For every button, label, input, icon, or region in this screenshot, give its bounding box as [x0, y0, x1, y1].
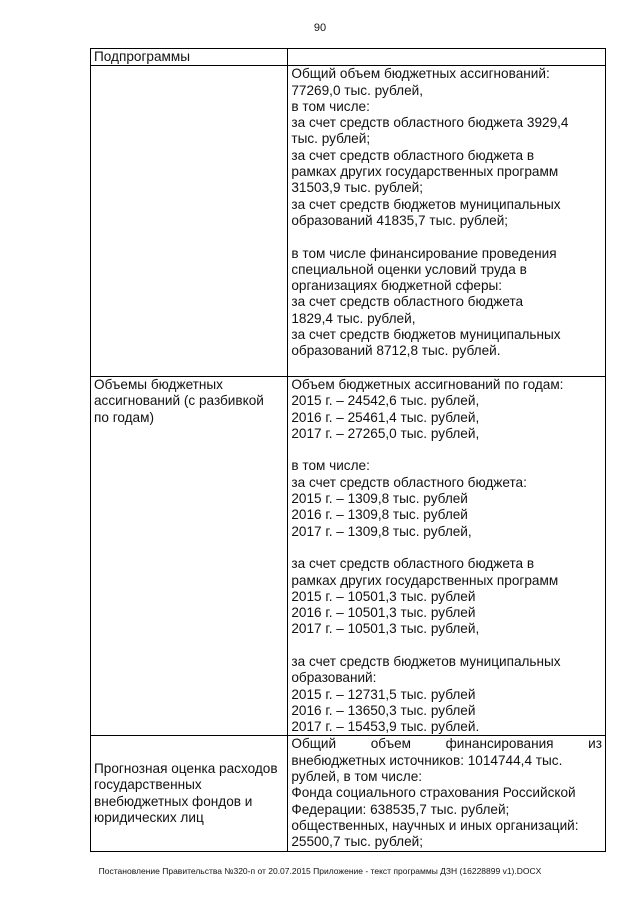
row2-blank-line — [291, 540, 602, 556]
table-row-subprograms — [91, 66, 606, 377]
row1-line: за счет средств областного бюджета — [291, 294, 524, 310]
row1-line: за счет средств областного бюджета 3929,4 — [291, 115, 569, 131]
row2-line: 2017 г. – 27265,0 тыс. рублей, — [291, 425, 480, 441]
row3-left-line: государственных — [94, 777, 202, 793]
row2-line: образований: — [291, 670, 377, 686]
row1-line: организациях бюджетной сферы: — [291, 278, 503, 294]
row3-line: Федерации: 638535,7 тыс. рублей; — [291, 801, 510, 817]
table-row-budget-allocations — [91, 376, 606, 736]
header-left-label: Подпрограммы — [94, 49, 190, 64]
row2-left-line: Объемы бюджетных — [94, 376, 223, 392]
row1-text — [291, 66, 602, 376]
row2-line: 2016 г. – 13650,3 тыс. рублей — [291, 702, 476, 718]
row2-left-cell — [91, 376, 288, 736]
row1-line: в том числе финансирование проведения — [291, 245, 557, 261]
row2-line: 2017 г. – 15453,9 тыс. рублей. — [291, 719, 480, 735]
row2-blank-line — [291, 442, 602, 458]
row2-line: Объем бюджетных ассигнований по годам: — [291, 376, 564, 392]
row2-line: 2017 г. – 10501,3 тыс. рублей, — [291, 621, 480, 637]
table-row-forecast-expenses — [91, 736, 606, 851]
row3-word: Общий — [291, 736, 337, 752]
row3-line: общественных, научных и иных организаций: — [291, 817, 579, 833]
table-row-header — [91, 49, 606, 66]
row3-line: Фонда социального страхования Российской — [291, 785, 576, 801]
row3-line: 25500,7 тыс. рублей; — [291, 834, 424, 850]
row2-line: 2016 г. – 1309,8 тыс. рублей — [291, 507, 468, 523]
row1-line: 77269,0 тыс. рублей, — [291, 82, 424, 98]
row1-line: образований 8712,8 тыс. рублей. — [291, 343, 501, 359]
row1-left-cell — [91, 66, 288, 377]
row1-line: 1829,4 тыс. рублей, — [291, 310, 416, 326]
row1-line: в том числе: — [291, 98, 370, 114]
row2-line: за счет средств областного бюджета в — [291, 556, 535, 572]
row3-word: финансирования — [445, 736, 554, 752]
document-footer: Постановление Правительства №320-п от 20.07.2015 Приложение - текст программы ДЗН (16228899 v1).DOCX — [98, 866, 542, 876]
row1-right-cell — [288, 66, 606, 377]
header-right-cell — [288, 49, 606, 66]
row3-left-cell — [91, 736, 288, 851]
program-passport-table — [90, 48, 606, 852]
row1-line: тыс. рублей; — [291, 131, 371, 147]
row2-right-cell — [288, 376, 606, 736]
row2-line: 2016 г. – 25461,4 тыс. рублей, — [291, 409, 480, 425]
row1-line: Общий объем бюджетных ассигнований: — [291, 66, 550, 82]
row2-line: в том числе: — [291, 458, 370, 474]
row3-word: из — [588, 736, 602, 752]
row2-line: рамках других государственных программ — [291, 572, 559, 588]
row2-line: 2015 г. – 24542,6 тыс. рублей, — [291, 393, 480, 409]
row3-left-line: Прогнозная оценка расходов — [94, 760, 278, 776]
row1-line: образований 41835,7 тыс. рублей; — [291, 212, 509, 228]
row1-blank-line — [291, 229, 602, 245]
row2-line: 2015 г. – 10501,3 тыс. рублей — [291, 588, 476, 604]
row3-word: объем — [370, 736, 411, 752]
row2-left-line: ассигнований (с разбивкой — [94, 393, 264, 409]
row1-line: за счет средств бюджетов муниципальных — [291, 196, 561, 212]
row3-line: рублей, в том числе: — [291, 769, 423, 785]
row3-left-line: внебюджетных фондов и — [94, 793, 253, 809]
header-left-cell — [91, 49, 288, 66]
row3-left-line: юридических лиц — [94, 809, 204, 825]
row1-line: специальной оценки условий труда в — [291, 261, 527, 277]
row1-line: за счет средств областного бюджета в — [291, 147, 535, 163]
row1-line: за счет средств бюджетов муниципальных — [291, 327, 561, 343]
page-number: 90 — [313, 22, 327, 34]
row1-line: 31503,9 тыс. рублей; — [291, 180, 424, 196]
row2-left-line: по годам) — [94, 409, 154, 425]
row1-blank-line — [291, 360, 602, 376]
row2-line: за счет средств бюджетов муниципальных — [291, 653, 561, 669]
row2-blank-line — [291, 638, 602, 654]
row2-line: 2015 г. – 12731,5 тыс. рублей — [291, 686, 476, 702]
row1-line: рамках других государственных программ — [291, 164, 559, 180]
row3-justified-line — [291, 736, 602, 752]
row2-line: 2017 г. – 1309,8 тыс. рублей, — [291, 523, 472, 539]
row2-line: 2016 г. – 10501,3 тыс. рублей — [291, 605, 476, 621]
row2-line: 2015 г. – 1309,8 тыс. рублей — [291, 491, 468, 507]
row3-line: внебюджетных источников: 1014744,4 тыс. — [291, 752, 563, 768]
row2-line: за счет средств областного бюджета: — [291, 474, 527, 490]
row3-right-cell — [288, 736, 606, 851]
